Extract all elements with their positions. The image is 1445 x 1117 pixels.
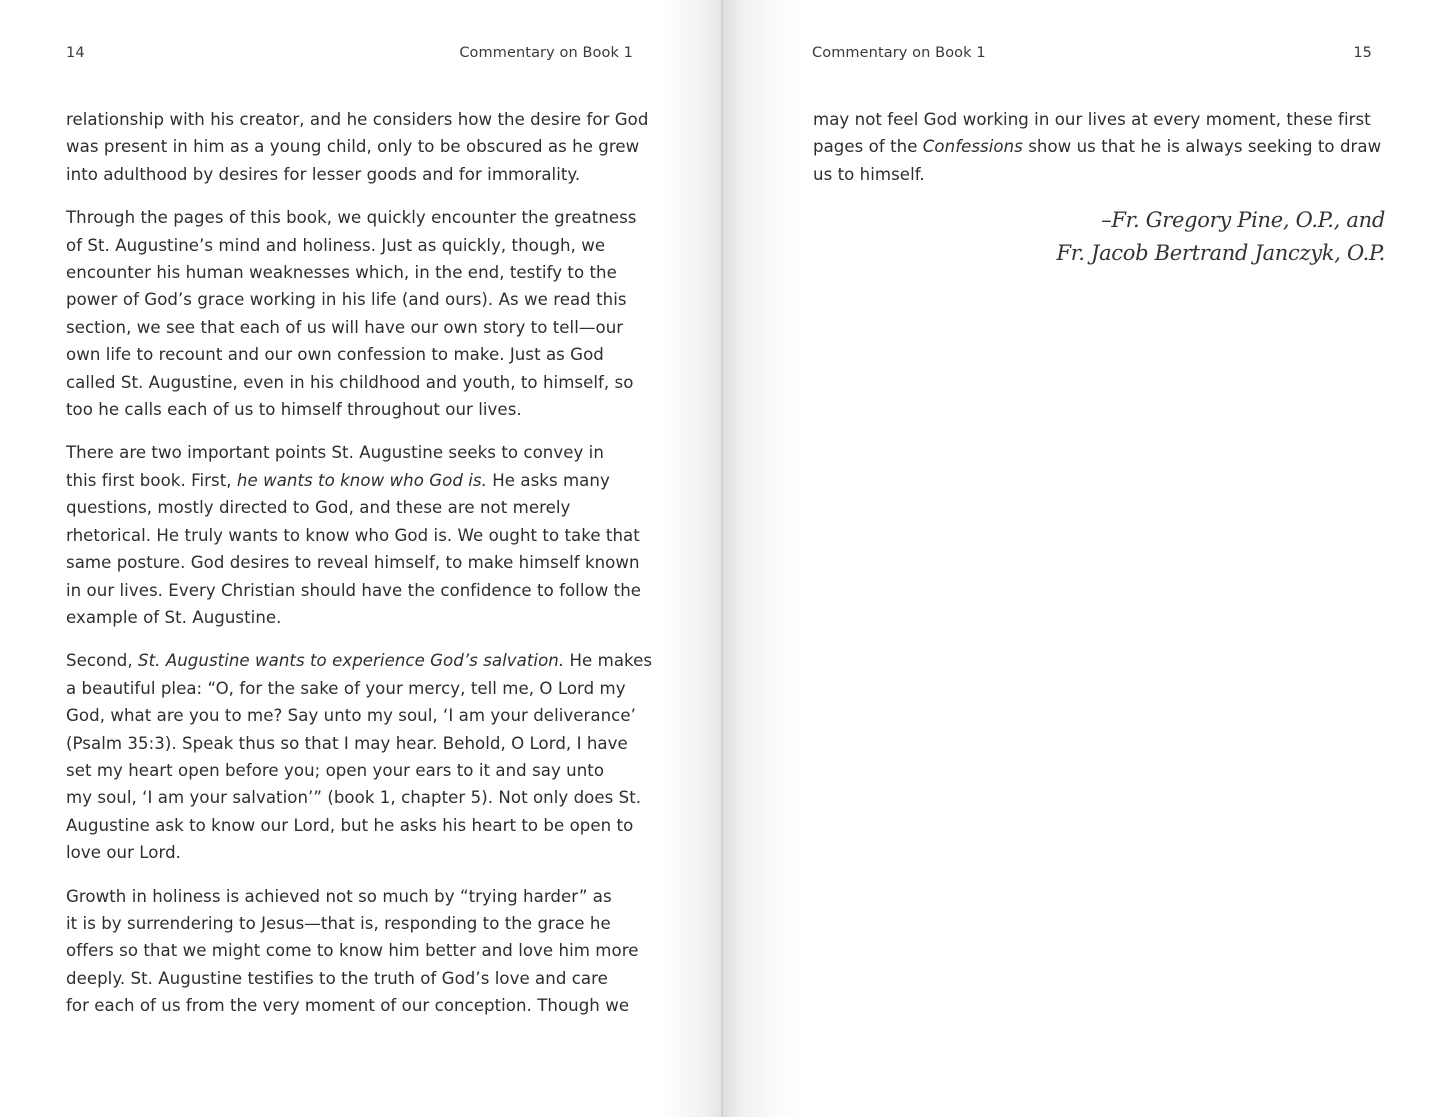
page-number: 15 [1353, 45, 1372, 61]
text-line: Augustine ask to know our Lord, but he asks his heart to be open to [66, 815, 634, 835]
text-line [66, 467, 652, 494]
paragraph [66, 106, 652, 188]
text-line: questions, mostly directed to God, and these are not merely [66, 498, 571, 518]
text-line: too he calls each of us to himself throughout our lives. [66, 400, 522, 420]
text-segment: pages of the [813, 137, 923, 157]
text-line: into adulthood by desires for lesser goods and for immorality. [66, 164, 581, 184]
italic-book-title: Confessions [922, 137, 1023, 157]
text-line: section, we see that each of us will have our own story to tell—our [66, 317, 624, 337]
text-line: my soul, ‘I am your salvation’” (book 1, chapter 5). Not only does St. [66, 788, 642, 808]
paragraph [66, 647, 652, 866]
text-line: same posture. God desires to reveal himself, to make himself known [66, 553, 640, 573]
text-line: was present in him as a young child, only to be obscured as he grew [66, 137, 640, 157]
author-signature [1057, 204, 1386, 270]
italic-emphasis: St. Augustine wants to experience God’s salvation. [138, 651, 565, 671]
paragraph [66, 204, 652, 423]
gutter-divider [721, 0, 723, 1117]
running-head: Commentary on Book 1 [459, 45, 633, 61]
text-segment: Second, [66, 651, 139, 671]
text-line: may not feel God working in our lives at every moment, these first [813, 110, 1371, 129]
paragraph [66, 883, 652, 1020]
text-line: example of St. Augustine. [66, 607, 282, 627]
left-page [0, 0, 722, 1117]
signature-line: Fr. Jacob Bertrand Janczyk, O.P. [1056, 241, 1385, 265]
text-line: God, what are you to me? Say unto my soul, ‘I am your deliverance’ [66, 706, 636, 726]
text-line: encounter his human weaknesses which, in the end, testify to the [66, 263, 617, 283]
text-line: love our Lord. [66, 843, 181, 863]
text-line: in our lives. Every Christian should have the confidence to follow the [66, 580, 642, 600]
text-line: it is by surrendering to Jesus—that is, responding to the grace he [66, 913, 611, 933]
right-body-text [813, 106, 1381, 204]
text-line: us to himself. [813, 164, 925, 184]
text-segment: He asks many [486, 470, 610, 490]
running-head: Commentary on Book 1 [812, 45, 986, 61]
text-line: own life to recount and our own confession to make. Just as God [66, 345, 604, 365]
text-line [813, 133, 1381, 160]
text-line [66, 647, 652, 674]
text-line: relationship with his creator, and he considers how the desire for God [66, 110, 649, 129]
text-line: of St. Augustine’s mind and holiness. Just as quickly, though, we [66, 235, 606, 255]
paragraph [66, 439, 652, 631]
text-line: Through the pages of this book, we quickly encounter the greatness [66, 208, 637, 228]
text-line: power of God’s grace working in his life (and ours). As we read this [66, 290, 627, 310]
left-body-text [66, 106, 652, 1036]
text-line: for each of us from the very moment of our conception. Though we [66, 996, 630, 1016]
text-line: offers so that we might come to know him better and love him more [66, 941, 639, 961]
paragraph [813, 106, 1381, 188]
signature-line: –Fr. Gregory Pine, O.P., and [1101, 208, 1385, 232]
text-line: set my heart open before you; open your ears to it and say unto [66, 760, 605, 780]
text-line: deeply. St. Augustine testifies to the truth of God’s love and care [66, 968, 608, 988]
text-segment: He makes [564, 651, 653, 671]
text-line: (Psalm 35:3). Speak thus so that I may hear. Behold, O Lord, I have [66, 733, 628, 753]
italic-emphasis: he wants to know who God is. [236, 470, 487, 490]
text-line: There are two important points St. Augustine seeks to convey in [66, 443, 604, 463]
text-line: a beautiful plea: “O, for the sake of your mercy, tell me, O Lord my [66, 678, 626, 698]
right-page [722, 0, 1445, 1117]
text-segment: this first book. First, [66, 470, 237, 490]
text-line: Growth in holiness is achieved not so much by “trying harder” as [66, 886, 612, 906]
page-number: 14 [66, 45, 85, 61]
text-line: called St. Augustine, even in his childhood and youth, to himself, so [66, 372, 634, 392]
text-line: rhetorical. He truly wants to know who God is. We ought to take that [66, 525, 640, 545]
text-segment: show us that he is always seeking to draw [1022, 137, 1382, 157]
